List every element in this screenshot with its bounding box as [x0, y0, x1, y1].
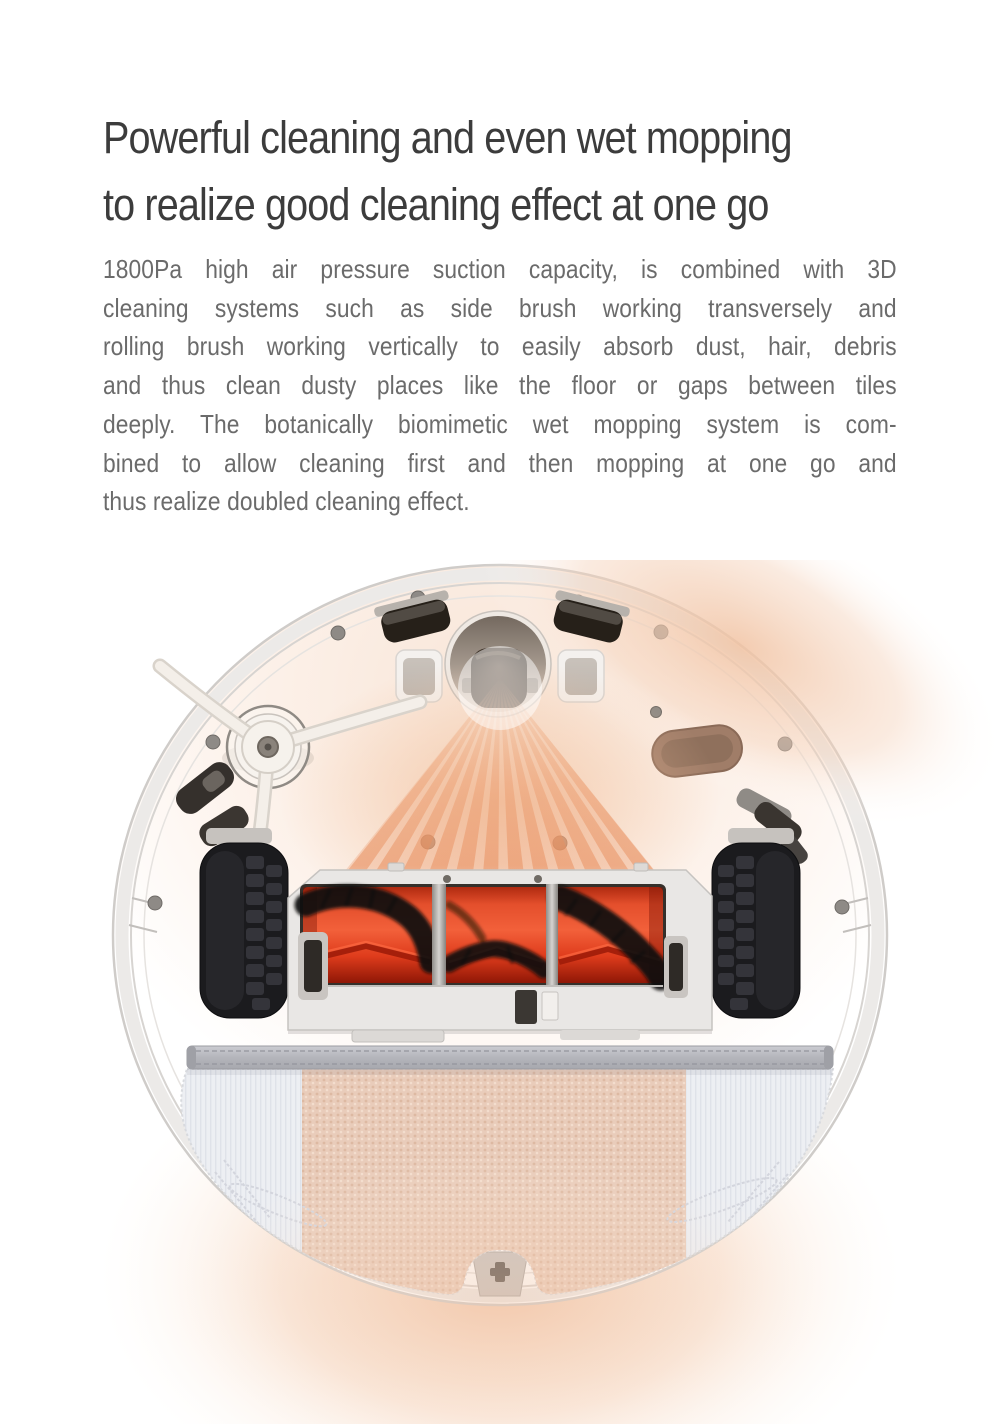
product-image	[0, 560, 1000, 1424]
headline-line-1: Powerful cleaning and even wet mopping	[103, 112, 792, 163]
body-copy	[103, 250, 897, 521]
body-line: thus realize doubled cleaning effect.	[103, 486, 470, 517]
body-line: rolling brush working vertically to easily absorb dust, hair, debris	[103, 331, 897, 362]
headline	[103, 104, 886, 238]
body-line: cleaning systems such as side brush working transversely and	[103, 292, 897, 323]
drive-wheel-right	[712, 828, 800, 1018]
headline-line-2: to realize good cleaning effect at one go	[103, 179, 769, 230]
body-line: 1800Pa high air pressure suction capacity, is combined with 3D	[103, 254, 897, 284]
main-brush-roller	[303, 884, 663, 986]
body-line: bined to allow cleaning first and then mopping at one go and	[103, 447, 897, 478]
robot-underside-illustration	[0, 560, 1000, 1424]
body-line: deeply. The botanically biomimetic wet mopping system is com-	[103, 408, 897, 439]
mop-plate-bar	[187, 1046, 833, 1069]
main-brush-module	[288, 863, 712, 1042]
drive-wheel-left	[200, 828, 288, 1018]
body-line: and thus clean dusty places like the floor or gaps between tiles	[103, 370, 897, 401]
